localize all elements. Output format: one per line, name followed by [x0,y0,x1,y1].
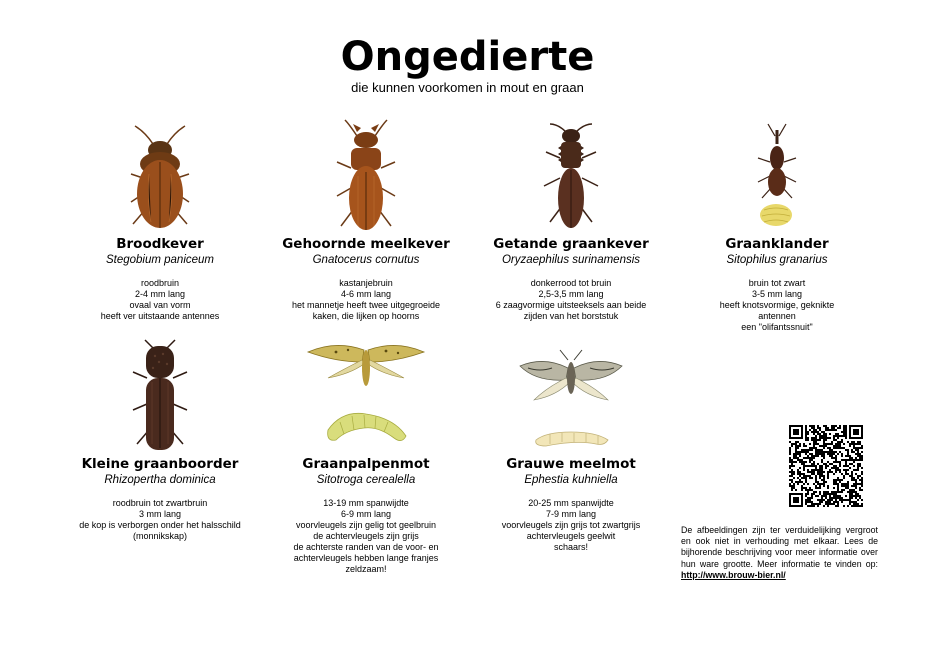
pest-name: Graanklander [725,236,829,252]
pest-name: Broodkever [116,236,204,252]
pest-card-graanklander [692,118,862,333]
disclaimer-note [681,525,878,581]
grain-weevil-icon [742,118,812,236]
bread-beetle-icon [125,118,195,236]
pest-description: 20-25 mm spanwijdte 7-9 mm lang voorvleugels zijn grijs tot zwartgrijs achtervleugels geelwit schaars! [501,498,641,552]
pest-description: 13-19 mm spanwijdte 6-9 mm lang voorvleugels zijn gelig tot geelbruin de achtervleugels zijn grijs de achterste randen van de voor- en achtervleugels hebben lange franjes zeldzaam! [293,498,439,574]
pest-description: donkerrood tot bruin 2,5-3,5 mm lang 6 zaagvormige uitsteeksels aan beide zijden van het borststuk [495,278,647,321]
pest-description: roodbruin 2-4 mm lang ovaal van vorm heeft ver uitstaande antennes [100,278,220,321]
pest-card-graanpalpenmot [281,338,451,575]
sawtoothed-grain-beetle-icon [536,118,606,236]
lesser-grain-borer-icon [125,338,195,456]
pest-name: Getande graankever [493,236,649,252]
pest-latin-name: Gnatocerus cornutus [312,254,420,266]
flour-moth-icon [516,338,626,456]
qr-code-icon[interactable] [789,425,863,507]
pest-name: Gehoornde meelkever [282,236,450,252]
pest-description: bruin tot zwart 3-5 mm lang heeft knotsvormige, geknikte antennen een "olifantssnuit" [719,278,835,332]
grain-moth-icon [306,338,426,456]
pest-card-kleine-graanboorder [75,338,245,542]
pest-description: roodbruin tot zwartbruin 3 mm lang de kop is verborgen onder het halsschild (monnikskap) [79,498,241,541]
pest-card-getande-graankever [486,118,656,322]
pest-name: Kleine graanboorder [81,456,239,472]
horned-flour-beetle-icon [331,118,401,236]
pest-card-grauwe-meelmot [486,338,656,553]
pest-description: kastanjebruin 4-6 mm lang het mannetje heeft twee uitgegroeide kaken, die lijken op hoorns [291,278,441,321]
pest-latin-name: Sitophilus granarius [726,254,828,266]
page-title: Ongedierte [340,34,595,80]
pest-latin-name: Rhizopertha dominica [104,474,216,486]
pest-name: Grauwe meelmot [506,456,636,472]
disclaimer-text: De afbeeldingen zijn ter verduidelijking vergroot en ook niet in verhouding met elkaar. Lees de bijhorende beschrijving voor meer informatie over hun ware grootte. Meer informatie te vinden op: [681,525,878,569]
pest-latin-name: Oryzaephilus surinamensis [501,254,641,266]
page-subtitle: die kunnen voorkomen in mout en graan [351,80,584,95]
pest-latin-name: Stegobium paniceum [105,254,215,266]
pest-card-broodkever [75,118,245,322]
pest-card-gehoornde-meelkever [281,118,451,322]
pest-name: Graanpalpenmot [302,456,430,472]
pest-latin-name: Ephestia kuhniella [524,474,618,486]
pest-latin-name: Sitotroga cerealella [316,474,416,486]
website-link[interactable]: http://www.brouw-bier.nl/ [681,569,786,580]
